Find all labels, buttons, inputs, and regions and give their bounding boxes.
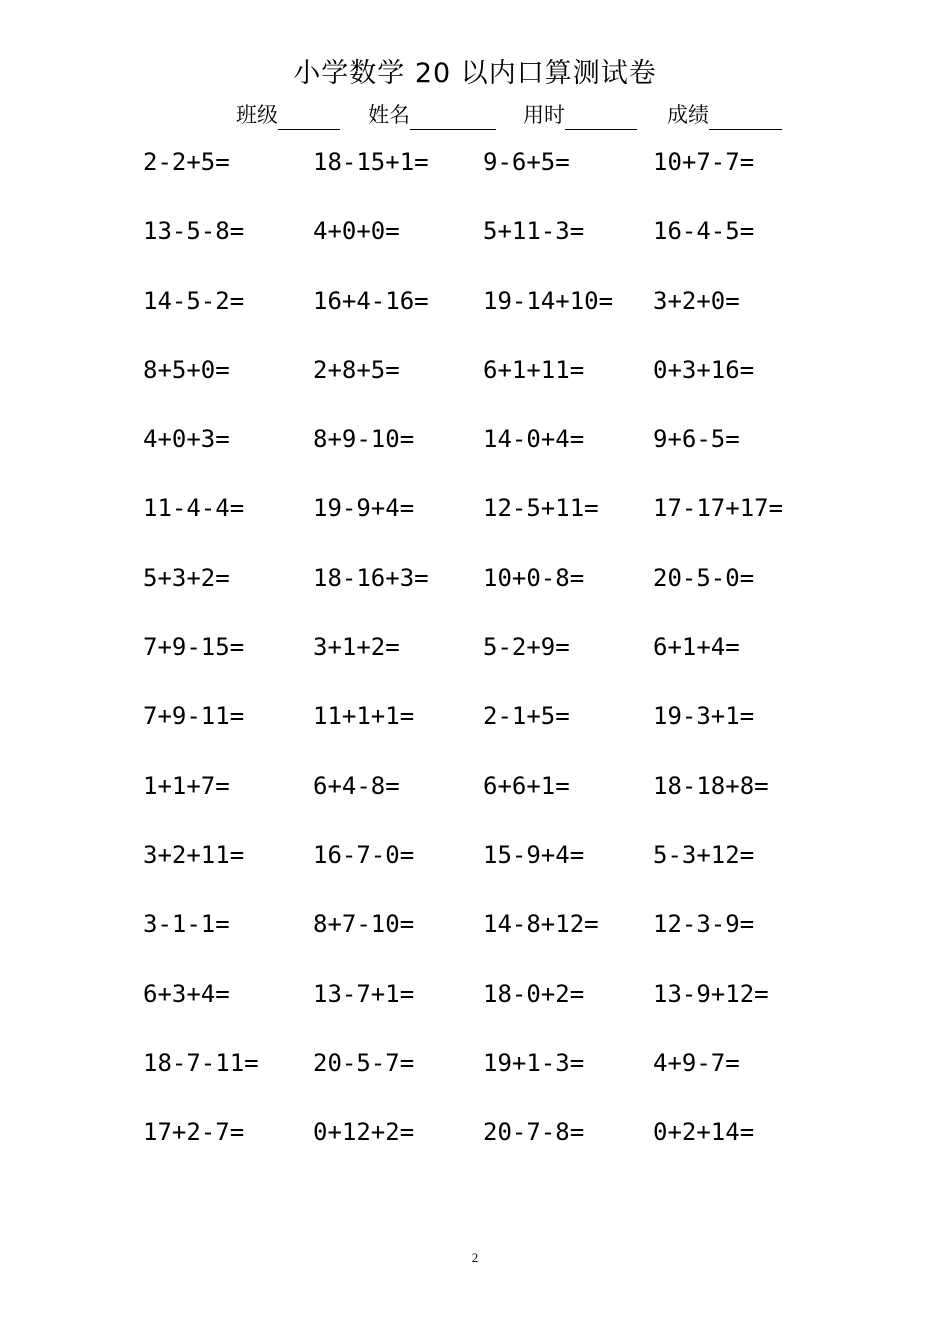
problem-row: [143, 417, 843, 486]
math-problem: 13-5-8=: [143, 217, 245, 246]
class-label: 班级: [236, 103, 278, 127]
problem-row: [143, 279, 843, 348]
math-problem: 8+5+0=: [143, 355, 230, 384]
math-problem: 3-1-1=: [143, 910, 230, 939]
math-problem: 3+1+2=: [313, 633, 400, 662]
problem-row: [143, 348, 843, 417]
math-problem: 13-9+12=: [653, 979, 769, 1008]
math-problem: 0+3+16=: [653, 355, 755, 384]
math-problem: 11-4-4=: [143, 494, 245, 523]
math-problem: 5+3+2=: [143, 563, 230, 592]
math-problem: 12-5+11=: [483, 494, 599, 523]
math-problem: 0+12+2=: [313, 1118, 415, 1147]
math-problem: 18-18+8=: [653, 771, 769, 800]
problem-row: [143, 1041, 843, 1110]
problem-row: [143, 902, 843, 971]
math-problem: 17-17+17=: [653, 494, 784, 523]
math-problem: 18-16+3=: [313, 563, 429, 592]
math-problem: 5+11-3=: [483, 217, 585, 246]
math-problem: 18-0+2=: [483, 979, 585, 1008]
math-problem: 9+6-5=: [653, 425, 740, 454]
math-problem: 16-7-0=: [313, 840, 415, 869]
problem-row: [143, 209, 843, 278]
math-problem: 18-7-11=: [143, 1048, 259, 1077]
math-problem: 4+9-7=: [653, 1048, 740, 1077]
math-problem: 5-2+9=: [483, 633, 570, 662]
name-label: 姓名: [368, 103, 410, 127]
math-problem: 3+2+11=: [143, 840, 245, 869]
math-problem: 10+7-7=: [653, 148, 755, 176]
math-problem: 15-9+4=: [483, 840, 585, 869]
problem-row: [143, 625, 843, 694]
problem-row: [143, 764, 843, 833]
problem-row: [143, 1110, 843, 1179]
math-problem: 2+8+5=: [313, 355, 400, 384]
page-number: 2: [471, 1250, 479, 1265]
math-problem: 8+9-10=: [313, 425, 415, 454]
score-field[interactable]: [667, 100, 782, 130]
math-problem: 13-7+1=: [313, 979, 415, 1008]
math-problem: 0+2+14=: [653, 1118, 755, 1147]
math-problem: 9-6+5=: [483, 148, 570, 176]
time-blank[interactable]: [565, 103, 637, 130]
time-label: 用时: [523, 103, 565, 127]
math-problem: 14-8+12=: [483, 910, 599, 939]
math-problem: 6+6+1=: [483, 771, 570, 800]
math-problem: 19-9+4=: [313, 494, 415, 523]
problem-row: [143, 833, 843, 902]
problem-row: [143, 140, 843, 209]
math-problem: 6+1+4=: [653, 633, 740, 662]
math-problem: 14-5-2=: [143, 286, 245, 315]
score-blank[interactable]: [709, 103, 782, 130]
math-problem: 19+1-3=: [483, 1048, 585, 1077]
class-blank[interactable]: [278, 103, 340, 130]
math-problem: 4+0+3=: [143, 425, 230, 454]
math-problem: 14-0+4=: [483, 425, 585, 454]
math-problem: 19-3+1=: [653, 702, 755, 731]
student-info-row: [0, 100, 950, 134]
math-problem: 2-1+5=: [483, 702, 570, 731]
math-problem: 2-2+5=: [143, 148, 230, 176]
math-problem: 6+4-8=: [313, 771, 400, 800]
math-problem: 12-3-9=: [653, 910, 755, 939]
math-problem: 8+7-10=: [313, 910, 415, 939]
math-problem: 20-5-0=: [653, 563, 755, 592]
score-label: 成绩: [667, 103, 709, 127]
name-field[interactable]: [368, 100, 496, 130]
problem-row: [143, 556, 843, 625]
math-problem: 6+3+4=: [143, 979, 230, 1008]
problem-row: [143, 486, 843, 555]
math-problem: 3+2+0=: [653, 286, 740, 315]
math-problem: 1+1+7=: [143, 771, 230, 800]
math-problem: 20-7-8=: [483, 1118, 585, 1147]
time-field[interactable]: [523, 100, 637, 130]
math-problem: 5-3+12=: [653, 840, 755, 869]
math-problem: 18-15+1=: [313, 148, 429, 176]
math-problem: 7+9-15=: [143, 633, 245, 662]
problem-row: [143, 972, 843, 1041]
math-problem: 20-5-7=: [313, 1048, 415, 1077]
math-problem: 7+9-11=: [143, 702, 245, 731]
math-problem: 16-4-5=: [653, 217, 755, 246]
math-problem: 4+0+0=: [313, 217, 400, 246]
class-field[interactable]: [236, 100, 340, 130]
problem-grid: [143, 140, 843, 1179]
name-blank[interactable]: [410, 103, 496, 130]
math-problem: 10+0-8=: [483, 563, 585, 592]
math-problem: 11+1+1=: [313, 702, 415, 731]
math-problem: 19-14+10=: [483, 286, 614, 315]
page-title: 小学数学 20 以内口算测试卷: [293, 58, 657, 89]
problem-row: [143, 694, 843, 763]
math-problem: 16+4-16=: [313, 286, 429, 315]
math-problem: 17+2-7=: [143, 1118, 245, 1147]
math-problem: 6+1+11=: [483, 355, 585, 384]
